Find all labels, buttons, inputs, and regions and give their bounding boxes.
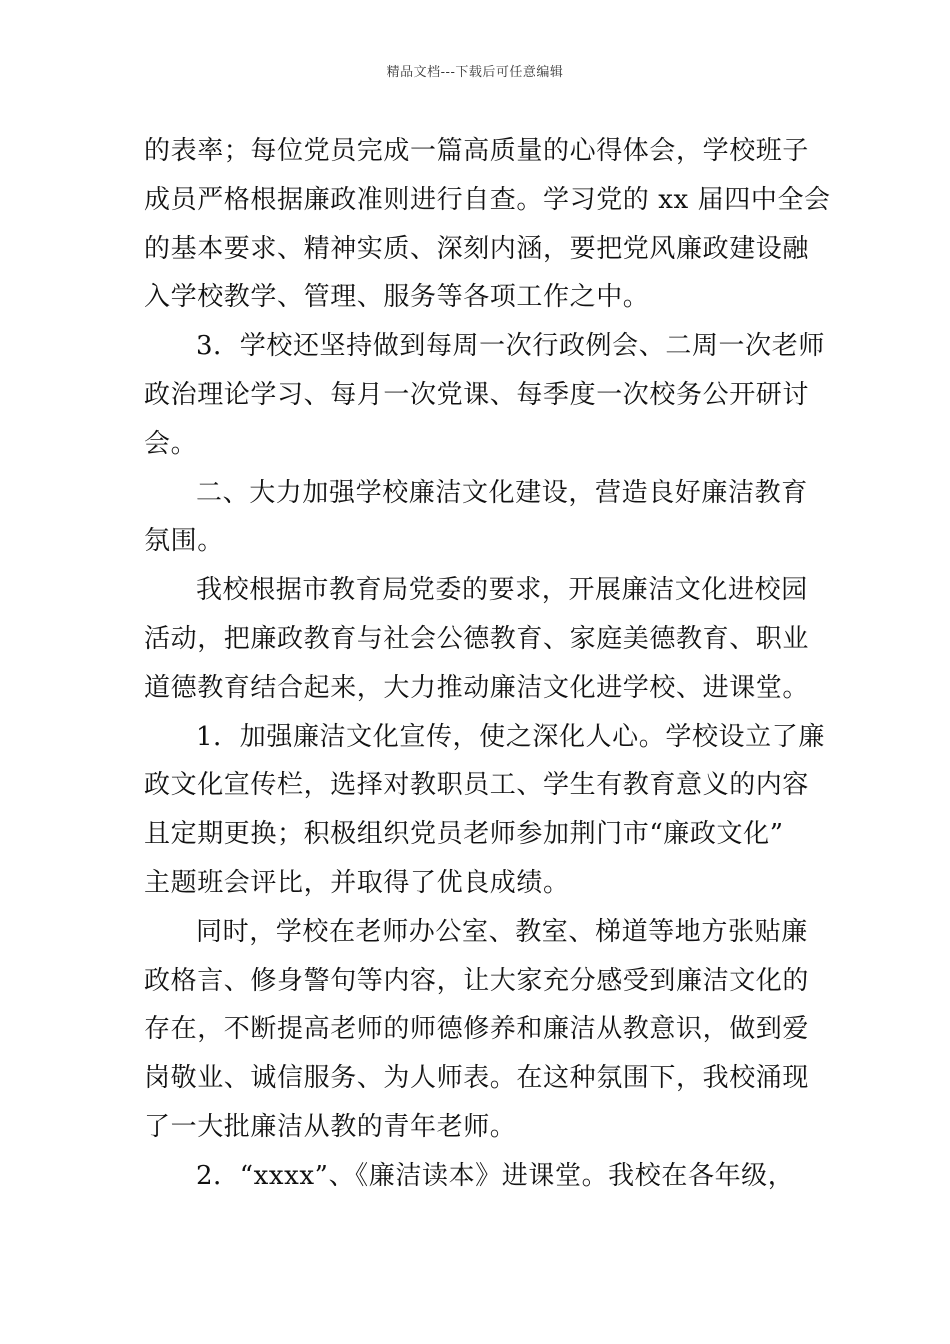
text-line: 的表率；每位党员完成一篇高质量的心得体会，学校班子 <box>144 136 810 166</box>
text-line: 氛围。 <box>144 526 224 557</box>
text-line: 政文化宣传栏，选择对教职员工、学生有教育意义的内容 <box>144 770 810 801</box>
text-line: 活动，把廉政教育与社会公德教育、家庭美德教育、职业 <box>144 623 810 654</box>
text-line: 了一大批廉洁从教的青年老师。 <box>144 1111 517 1142</box>
text-line: 的基本要求、精神实质、深刻内涵，要把党风廉政建设融 <box>144 233 810 264</box>
text-line: 入学校教学、管理、服务等各项工作之中。 <box>144 282 650 313</box>
page-header: 精品文档---下载后可任意编辑 <box>386 65 564 80</box>
paragraph-start-line: 1．加强廉洁文化宣传，使之深化人心。学校设立了廉 <box>196 721 825 752</box>
text-line: 政治理论学习、每月一次党课、每季度一次校务公开研讨 <box>144 379 810 410</box>
text-line: 道德教育结合起来，大力推动廉洁文化进学校、进课堂。 <box>144 672 810 703</box>
paragraph-start-line: 同时，学校在老师办公室、教室、梯道等地方张贴廉 <box>196 916 808 947</box>
text-line: 成员严格根据廉政准则进行自查。学习党的 xx 届四中全会 <box>144 184 831 215</box>
section-heading-line: 二、大力加强学校廉洁文化建设，营造良好廉洁教育 <box>196 477 808 508</box>
paragraph-start-line: 2．“xxxx”、《廉洁读本》进课堂。我校在各年级， <box>196 1160 795 1191</box>
text-line: 存在，不断提高老师的师德修养和廉洁从教意识，做到爱 <box>144 1014 810 1045</box>
text-line: 会。 <box>144 428 198 459</box>
paragraph-start-line: 我校根据市教育局党委的要求，开展廉洁文化进校园 <box>196 575 808 606</box>
text-line: 且定期更换；积极组织党员老师参加荆门市“廉政文化” <box>144 819 784 850</box>
text-line: 岗敬业、诚信服务、为人师表。在这种氛围下，我校涌现 <box>144 1063 810 1094</box>
text-line: 政格言、修身警句等内容，让大家充分感受到廉洁文化的 <box>144 965 810 996</box>
document-body <box>144 127 831 1201</box>
paragraph-start-line: 3．学校还坚持做到每周一次行政例会、二周一次老师 <box>196 331 825 362</box>
text-line: 主题班会评比，并取得了优良成绩。 <box>144 867 570 898</box>
